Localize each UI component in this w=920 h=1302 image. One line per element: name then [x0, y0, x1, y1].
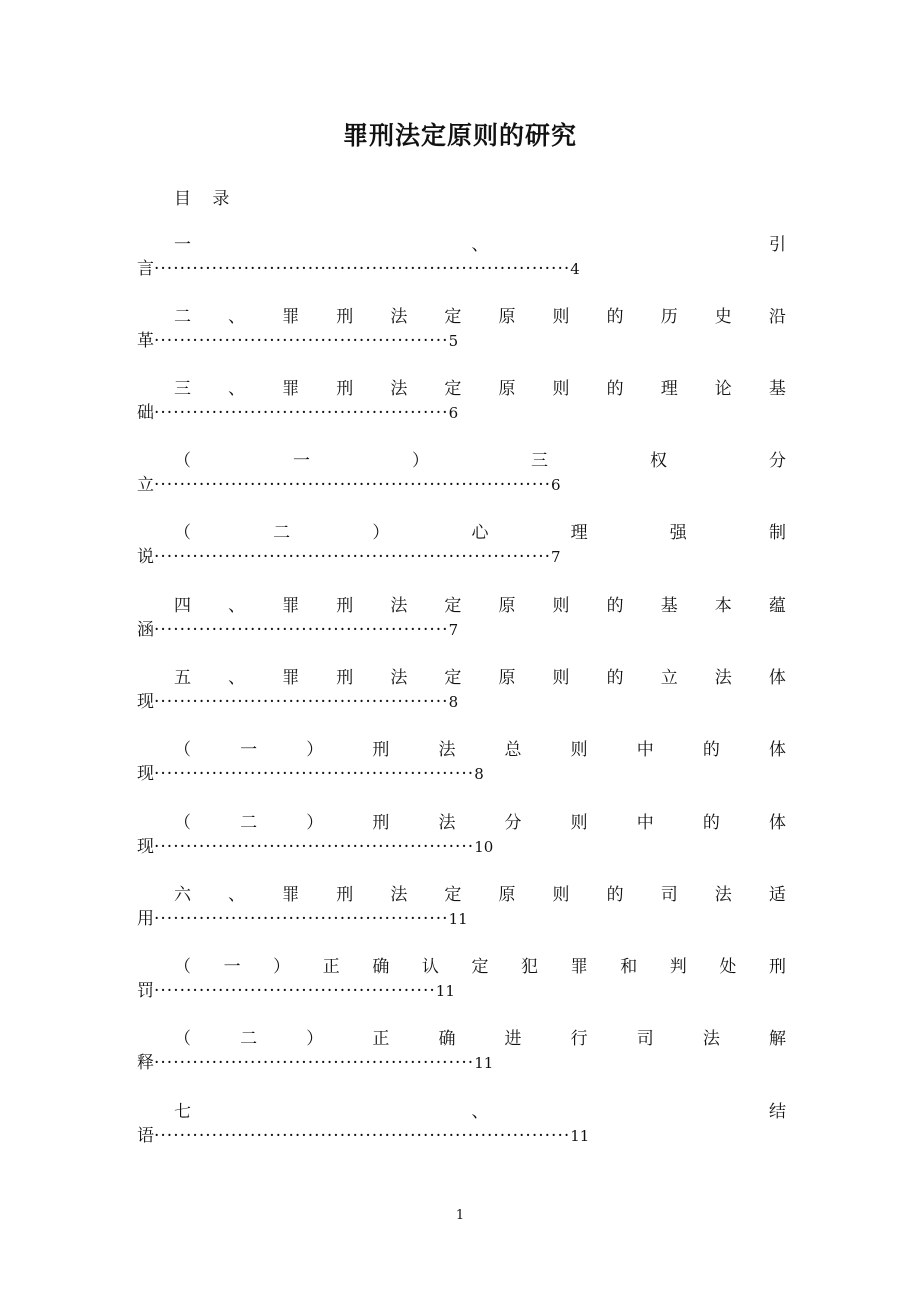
toc-title-char: 定	[444, 885, 462, 905]
toc-title-char: 沿	[768, 307, 786, 327]
toc-title-char: 判	[669, 957, 687, 977]
toc-title-char: 定	[444, 596, 462, 616]
toc-title-char: 、	[228, 885, 246, 905]
toc-dot-leader: ······························································	[154, 547, 552, 567]
toc-title-char: 强	[669, 523, 687, 543]
page-number: 1	[455, 1208, 465, 1223]
toc-title-char: 法	[438, 813, 456, 833]
toc-title-char: （	[174, 813, 191, 833]
toc-title-char: 进	[504, 1029, 522, 1049]
toc-title-last-char: 语	[137, 1126, 154, 1146]
toc-title-char: 原	[498, 379, 516, 399]
toc-entry-leader-line	[137, 690, 458, 714]
toc-entry-leader-line	[137, 1124, 589, 1148]
toc-title-last-char: 罚	[137, 981, 154, 1001]
toc-title-char: 一	[174, 235, 191, 255]
toc-title-char: 一	[240, 740, 258, 760]
toc-title-char: 罪	[570, 957, 588, 977]
toc-title-char: 的	[702, 740, 720, 760]
toc-title-char: ）	[273, 957, 291, 977]
toc-entry-title-line	[174, 521, 786, 545]
toc-title-char: 刑	[372, 740, 390, 760]
toc-title-last-char: 用	[137, 909, 154, 929]
toc-title-char: 的	[702, 813, 720, 833]
toc-title-char: ）	[412, 451, 429, 471]
toc-title-char: 史	[714, 307, 732, 327]
toc-page-number: 11	[474, 1054, 494, 1072]
toc-dot-leader: ··················································	[154, 764, 475, 784]
toc-dot-leader: ·································································	[154, 259, 571, 279]
toc-title-char: 正	[322, 957, 340, 977]
toc-title-char: 二	[240, 1029, 258, 1049]
toc-title-char: 、	[228, 307, 246, 327]
toc-entry-title-line	[174, 377, 786, 401]
toc-entry-leader-line	[137, 979, 455, 1003]
toc-title-char: 历	[660, 307, 678, 327]
toc-page-number: 4	[570, 260, 580, 278]
toc-title-char: 立	[660, 668, 678, 688]
toc-entry-leader-line	[137, 835, 493, 859]
toc-entry-title-line	[174, 1027, 786, 1051]
toc-title-char: 一	[223, 957, 241, 977]
toc-entry-title-line	[174, 666, 786, 690]
toc-title-last-char: 立	[137, 475, 154, 495]
toc-title-char: 则	[552, 885, 570, 905]
toc-title-char: 四	[174, 596, 191, 616]
toc-entry-title-line	[174, 883, 786, 907]
toc-title-char: 法	[390, 596, 408, 616]
toc-title-char: 刑	[336, 379, 354, 399]
toc-title-char: 五	[174, 668, 191, 688]
toc-entry[interactable]	[0, 594, 920, 654]
toc-entry-leader-line	[137, 473, 561, 497]
toc-entry-leader-line	[137, 907, 468, 931]
toc-entry[interactable]	[0, 738, 920, 798]
toc-title-char: 罪	[282, 668, 300, 688]
toc-title-char: 确	[438, 1029, 456, 1049]
toc-entry[interactable]	[0, 449, 920, 509]
toc-page-number: 6	[448, 404, 459, 422]
toc-title-char: 中	[636, 740, 654, 760]
toc-title-last-char: 现	[137, 764, 154, 784]
toc-title-char: 权	[650, 451, 667, 471]
toc-title-char: 二	[240, 813, 258, 833]
toc-dot-leader: ··············································	[154, 620, 449, 640]
toc-title-char: （	[174, 957, 191, 977]
toc-title-char: 体	[768, 813, 786, 833]
toc-title-char: 刑	[336, 596, 354, 616]
toc-title-char: 引	[769, 235, 786, 255]
toc-title-char: 理	[570, 523, 588, 543]
toc-title-char: 、	[228, 668, 246, 688]
toc-entry-leader-line	[137, 257, 580, 281]
toc-title-char: 的	[606, 885, 624, 905]
toc-title-last-char: 释	[137, 1053, 154, 1073]
toc-title-char: 、	[228, 379, 246, 399]
toc-title-char: 的	[606, 596, 624, 616]
toc-title-char: 法	[702, 1029, 720, 1049]
toc-entry[interactable]	[0, 1027, 920, 1087]
toc-title-last-char: 革	[137, 331, 154, 351]
toc-title-last-char: 涵	[137, 620, 154, 640]
toc-title-char: 罪	[282, 596, 300, 616]
toc-title-char: 二	[273, 523, 291, 543]
toc-title-char: 七	[174, 1102, 191, 1122]
toc-title-char: 基	[768, 379, 786, 399]
toc-title-char: （	[174, 451, 191, 471]
toc-title-char: 罪	[282, 307, 300, 327]
toc-entry-title-line	[174, 449, 786, 473]
toc-title-char: 处	[719, 957, 737, 977]
toc-title-char: 犯	[521, 957, 539, 977]
toc-title-char: 体	[768, 668, 786, 688]
toc-title-char: 、	[471, 235, 489, 255]
toc-title-char: ）	[372, 523, 390, 543]
toc-title-char: 原	[498, 596, 516, 616]
toc-dot-leader: ··············································	[154, 331, 449, 351]
toc-title-char: 刑	[372, 813, 390, 833]
toc-title-char: 论	[714, 379, 732, 399]
toc-title-char: 原	[498, 668, 516, 688]
toc-heading: 目 录	[174, 189, 238, 209]
toc-title-char: 罪	[282, 379, 300, 399]
toc-title-char: 则	[552, 668, 570, 688]
toc-title-char: 原	[498, 307, 516, 327]
toc-title-char: 六	[174, 885, 191, 905]
toc-entry-leader-line	[137, 401, 458, 425]
toc-title-char: 司	[660, 885, 678, 905]
toc-entry-title-line	[174, 811, 786, 835]
toc-entry[interactable]	[0, 883, 920, 943]
toc-entry[interactable]	[0, 521, 920, 581]
toc-entry-title-line	[174, 955, 786, 979]
toc-title-char: 分	[769, 451, 786, 471]
toc-title-char: 理	[660, 379, 678, 399]
toc-title-char: 法	[390, 668, 408, 688]
toc-entry[interactable]	[0, 233, 920, 293]
toc-title-char: 法	[438, 740, 456, 760]
toc-title-char: 刑	[336, 885, 354, 905]
toc-entry-title-line	[174, 738, 786, 762]
toc-title-char: 定	[444, 379, 462, 399]
toc-title-char: 的	[606, 307, 624, 327]
toc-title-char: 、	[471, 1102, 489, 1122]
toc-title-char: 三	[531, 451, 548, 471]
toc-title-char: 刑	[336, 307, 354, 327]
toc-title-char: 确	[372, 957, 390, 977]
toc-title-char: 的	[606, 379, 624, 399]
toc-title-char: 定	[444, 307, 462, 327]
toc-title-char: 司	[636, 1029, 654, 1049]
toc-title-char: 蕴	[768, 596, 786, 616]
toc-title-char: 刑	[336, 668, 354, 688]
toc-title-char: 则	[570, 740, 588, 760]
toc-entry[interactable]	[0, 666, 920, 726]
toc-entry[interactable]	[0, 1100, 920, 1160]
toc-title-char: ）	[306, 1029, 324, 1049]
toc-title-char: 基	[660, 596, 678, 616]
toc-entry-leader-line	[137, 618, 458, 642]
toc-title-char: 法	[714, 885, 732, 905]
toc-entry-leader-line	[137, 1051, 493, 1075]
toc-title-char: 解	[768, 1029, 786, 1049]
toc-page-number: 11	[435, 982, 455, 1000]
toc-title-last-char: 言	[137, 259, 154, 279]
toc-page-number: 8	[474, 765, 484, 783]
toc-title-char: 则	[570, 813, 588, 833]
toc-title-char: 适	[768, 885, 786, 905]
toc-title-char: 法	[390, 379, 408, 399]
toc-title-char: 则	[552, 596, 570, 616]
toc-title-char: 二	[174, 307, 191, 327]
toc-title-last-char: 现	[137, 692, 154, 712]
toc-dot-leader: ··············································	[154, 909, 449, 929]
toc-dot-leader: ··················································	[154, 837, 475, 857]
toc-entry-title-line	[174, 594, 786, 618]
toc-title-char: 中	[636, 813, 654, 833]
toc-entry[interactable]	[0, 305, 920, 365]
toc-page-number: 5	[448, 332, 459, 350]
toc-title-char: 法	[390, 307, 408, 327]
toc-entry-title-line	[174, 233, 786, 257]
toc-page-number: 11	[448, 910, 468, 928]
toc-title-char: （	[174, 523, 191, 543]
toc-title-char: 制	[768, 523, 786, 543]
toc-page-number: 10	[474, 838, 494, 856]
toc-title-char: 则	[552, 379, 570, 399]
toc-title-char: 则	[552, 307, 570, 327]
toc-entry-leader-line	[137, 329, 458, 353]
toc-title-char: 正	[372, 1029, 390, 1049]
toc-dot-leader: ············································	[154, 981, 436, 1001]
toc-title-char: 结	[769, 1102, 786, 1122]
toc-entry[interactable]	[0, 811, 920, 871]
toc-entry-title-line	[174, 1100, 786, 1124]
toc-page-number: 7	[448, 621, 459, 639]
toc-entry-leader-line	[137, 545, 561, 569]
toc-title-char: （	[174, 1029, 191, 1049]
toc-title-char: 一	[293, 451, 310, 471]
toc-title-last-char: 础	[137, 403, 154, 423]
toc-entry-leader-line	[137, 762, 484, 786]
toc-dot-leader: ······························································	[154, 475, 552, 495]
toc-page-number: 7	[551, 548, 561, 566]
toc-dot-leader: ·································································	[154, 1126, 571, 1146]
toc-title-char: 罪	[282, 885, 300, 905]
toc-title-char: 刑	[768, 957, 786, 977]
toc-title-char: 的	[606, 668, 624, 688]
toc-title-char: 心	[471, 523, 489, 543]
toc-title-char: 体	[768, 740, 786, 760]
toc-entry[interactable]	[0, 955, 920, 1015]
toc-entry[interactable]	[0, 377, 920, 437]
toc-title-char: 、	[228, 596, 246, 616]
toc-dot-leader: ··················································	[154, 1053, 475, 1073]
toc-title-char: 原	[498, 885, 516, 905]
toc-page-number: 6	[551, 476, 561, 494]
toc-title-char: 行	[570, 1029, 588, 1049]
toc-title-char: （	[174, 740, 191, 760]
toc-title-char: 和	[620, 957, 638, 977]
toc-title-char: 分	[504, 813, 522, 833]
document-title: 罪刑法定原则的研究	[342, 121, 577, 150]
toc-title-char: 定	[471, 957, 489, 977]
toc-title-last-char: 现	[137, 837, 154, 857]
toc-title-char: ）	[306, 813, 324, 833]
toc-dot-leader: ··············································	[154, 692, 449, 712]
toc-title-char: 认	[421, 957, 439, 977]
toc-title-char: ）	[306, 740, 324, 760]
toc-title-char: 本	[714, 596, 732, 616]
toc-entry-title-line	[174, 305, 786, 329]
toc-page-number: 11	[570, 1127, 590, 1145]
toc-title-char: 法	[714, 668, 732, 688]
toc-title-last-char: 说	[137, 547, 154, 567]
toc-title-char: 总	[504, 740, 522, 760]
toc-title-char: 三	[174, 379, 191, 399]
toc-dot-leader: ··············································	[154, 403, 449, 423]
toc-title-char: 定	[444, 668, 462, 688]
toc-page-number: 8	[448, 693, 459, 711]
toc-title-char: 法	[390, 885, 408, 905]
